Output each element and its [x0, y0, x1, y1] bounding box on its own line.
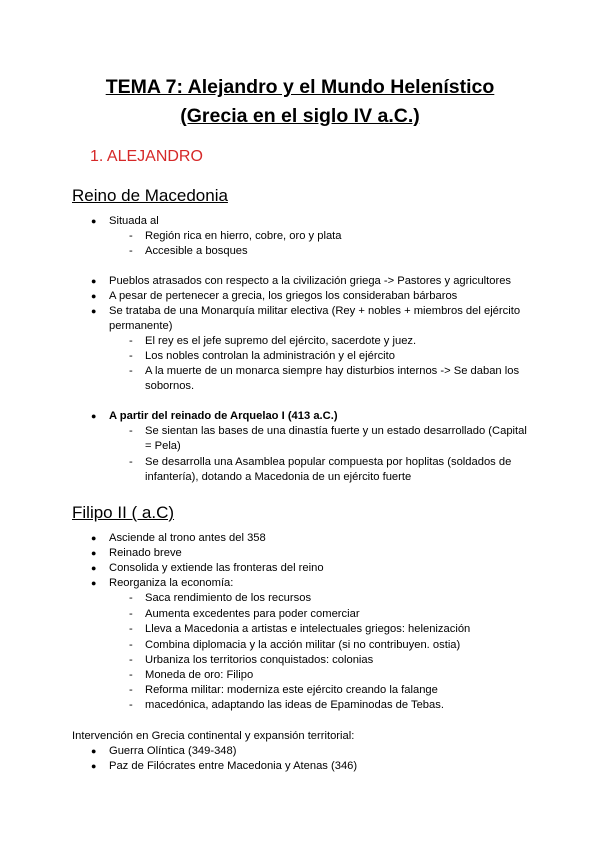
sub-list-item: Urbaniza los territorios conquistados: colonias [145, 654, 374, 666]
subheading-reino-de-macedonia: Reino de Macedonia [72, 186, 228, 205]
sub-list-item: Combina diplomacia y la acción militar (si no contribuyen. ostia) [145, 639, 461, 651]
sub-list-item: Se desarrolla una Asamblea popular compuesta por hoplitas (soldados de [145, 456, 512, 468]
sub-list-item: Moneda de oro: Filipo [145, 669, 254, 681]
list-item-continuation: permanente) [109, 320, 173, 332]
dash-icon: - [129, 639, 133, 651]
bullet-icon: ● [91, 216, 97, 226]
list-item: Reorganiza la economía: [109, 577, 234, 589]
dash-icon: - [129, 669, 133, 681]
dash-icon: - [129, 456, 133, 468]
bullet-icon: ● [91, 276, 97, 286]
dash-icon: - [129, 592, 133, 604]
bullet-icon: ● [91, 291, 97, 301]
subheading-filipo-ii: Filipo II ( a.C) [72, 503, 175, 522]
bullet-icon: ● [91, 411, 97, 421]
list-item: Consolida y extiende las fronteras del reino [109, 562, 324, 574]
list-item: Reinado breve [109, 547, 182, 559]
bullet-icon: ● [91, 533, 97, 543]
bullet-icon: ● [91, 761, 97, 771]
sub-list-item: Región rica en hierro, cobre, oro y plata [145, 230, 342, 242]
dash-icon: - [129, 230, 133, 242]
bullet-icon: ● [91, 548, 97, 558]
dash-icon: - [129, 245, 133, 257]
dash-icon: - [129, 335, 133, 347]
sub-list-item: El rey es el jefe supremo del ejército, sacerdote y juez. [145, 335, 417, 347]
list-item: A pesar de pertenecer a grecia, los griegos los consideraban bárbaros [109, 290, 458, 302]
dash-icon: - [129, 623, 133, 635]
section-heading-alejandro: 1. ALEJANDRO [90, 148, 203, 165]
sub-list-item-continuation: sobornos. [145, 380, 195, 392]
paragraph-intervencion: Intervención en Grecia continental y expansión territorial: [72, 730, 355, 742]
dash-icon: - [129, 608, 133, 620]
sub-list-item: Accesible a bosques [145, 245, 248, 257]
list-item: Situada al [109, 215, 159, 227]
dash-icon: - [129, 684, 133, 696]
sub-list-item: Reforma militar: moderniza este ejército creando la falange [145, 684, 438, 696]
sub-list-item-continuation: infantería), dotando a Macedonia de un ejército fuerte [145, 471, 412, 483]
document-title-line-2: (Grecia en el siglo IV a.C.) [180, 105, 420, 127]
sub-list-item: Lleva a Macedonia a artistas e intelectuales griegos: helenización [145, 623, 471, 635]
sub-list-item: macedónica, adaptando las ideas de Epaminodas de Tebas. [145, 699, 444, 711]
list-item-bold: A partir del reinado de Arquelao I (413 a.C.) [109, 410, 338, 422]
dash-icon: - [129, 654, 133, 666]
sub-list-item: Aumenta excedentes para poder comerciar [145, 608, 360, 620]
sub-list-item: Los nobles controlan la administración y el ejército [145, 350, 395, 362]
list-item: Guerra Olíntica (349-348) [109, 745, 237, 757]
list-item: Pueblos atrasados con respecto a la civilización griega -> Pastores y agricultores [109, 275, 512, 287]
bullet-icon: ● [91, 563, 97, 573]
list-item: Asciende al trono antes del 358 [109, 532, 266, 544]
sub-list-item: Saca rendimiento de los recursos [145, 592, 312, 604]
sub-list-item-continuation: = Pela) [145, 440, 181, 452]
dash-icon: - [129, 425, 133, 437]
dash-icon: - [129, 365, 133, 377]
dash-icon: - [129, 699, 133, 711]
sub-list-item: A la muerte de un monarca siempre hay disturbios internos -> Se daban los [145, 365, 520, 377]
document-title-line-1: TEMA 7: Alejandro y el Mundo Helenístico [105, 76, 495, 98]
bullet-icon: ● [91, 746, 97, 756]
list-item: Paz de Filócrates entre Macedonia y Atenas (346) [109, 760, 358, 772]
list-item: Se trataba de una Monarquía militar electiva (Rey + nobles + miembros del ejército [109, 305, 521, 317]
sub-list-item: Se sientan las bases de una dinastía fuerte y un estado desarrollado (Capital [145, 425, 527, 437]
bullet-icon: ● [91, 306, 97, 316]
bullet-icon: ● [91, 578, 97, 588]
dash-icon: - [129, 350, 133, 362]
